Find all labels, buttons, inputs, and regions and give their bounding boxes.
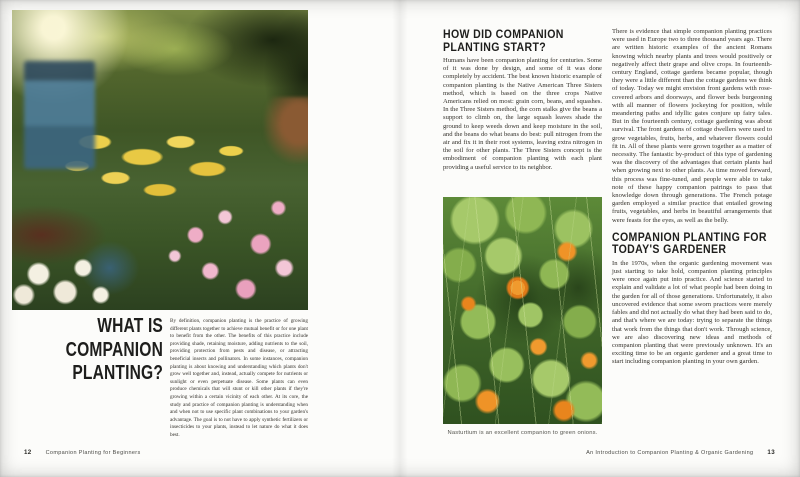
right-page-column-1 [443,28,602,172]
wooden-chair-in-photo [264,97,308,163]
running-footer-right: An Introduction to Companion Planting & Organic Gardening [586,450,754,456]
intro-paragraph: By definition, companion planting is the practice of growing different plants together to achieve mutual benefit or for one plant to benefit from the other. The benefits of this practice include providing shade, retaining moisture, adding nutrients to the soil, providing protection from pests and disease, or attracting beneficial insects and pollinators. In some instances, companion planting is about knowing and understanding which plants don't grow well together and, instead, actually compete for nutrients or sunlight or even perpetuate disease. Some plants can even produce chemicals that will stunt or kill other plants if they're growing within a certain vicinity of each other. At its core, the study and practice of companion planting is understanding when and when not to use specific plant combinations to your garden's advantage. The goal is to not have to apply synthetic fertilizers or insecticides to your plants, instead to let nature do what it does best. [170,318,308,438]
page-title [28,315,163,386]
page-number-right: 13 [767,449,775,456]
garden-photo [12,10,308,310]
section-heading-todays-gardener [612,229,767,257]
section-heading-line: HOW DID COMPANION [443,27,564,41]
section-heading-how-did-start [443,28,583,53]
page-title-line: PLANTING? [72,362,163,384]
footer-right [586,449,775,456]
right-page [400,0,800,477]
page-gutter [392,0,408,477]
section-heading-line: TODAY'S GARDENER [612,242,727,257]
right-page-column-2 [612,28,772,367]
green-onion-stalks-in-photo [443,197,602,424]
page-title-line: WHAT IS [97,315,163,337]
section-heading-line: COMPANION PLANTING FOR [612,229,767,244]
page-number-left: 12 [24,449,32,456]
photo-caption: Nasturtium is an excellent companion to green onions. [447,430,598,436]
blue-shed-in-photo [24,61,95,169]
running-footer-left: Companion Planting for Beginners [45,450,141,456]
nasturtium-photo [443,197,602,424]
section-heading-line: PLANTING START? [443,39,547,54]
paragraph-modern-era: In the 1970s, when the organic gardening movement was just starting to take hold, companion planting principles were once again put into practice. And science started to explain and validate a lot of what people had been doing in the garden for all of those generations. Unfortunately, it also uncovered evidence that some sworn practices were merely fables and did not actually do what they had been said to do, and that's where we are today: trying to separate the things that work from the things that don't work. Through science, we are also discovering new ideas and methods of companion planting that were previously unknown. It's an exciting time to be an organic gardener and a great time to start including companion planting in your own garden. [612,259,772,366]
paragraph-three-sisters: Humans have been companion planting for centuries. Some of it was done by design, and some of it was done completely by accident. The best known historic example of companion planting is the Native American Three Sisters method, which is based on the three crops Native Americans relied on most: grain corn, beans, and squashes. In the Three Sisters method, the corn stalks give the beans a support to climb on, the large squash leaves shade the ground to keep weeds down and keep moisture in the soil, and the beans do what beans do best: pull nitrogen from the air and fix it in their root systems, leaving extra nitrogen in the soil for other plants. The Three Sisters concept is the embodiment of companion planting with each plant providing a useful service to its neighbor. [443,57,602,171]
paragraph-history: There is evidence that simple companion planting practices were used in Europe two to three thousand years ago. There are written historic examples of the ancient Romans knowing which nearby plants and trees would positively or negatively affect their grape and olive crops. In fourteenth-century England, cottage gardens became popular, though they were a little different than the cottage gardens we think of today. Today we might envision front gardens with rose-covered arbors and doorways, and flower beds burgeoning with all manner of flowers jockeying for position, while meandering paths and idyllic gates conjure up fairy tales. But in the fourteenth century, cottage gardening was about survival. The front gardens of cottage dwellers were used to grow vegetables, fruits, herbs, and whatever flowers could fit in. All of these plants were grown together as a matter of necessity. The fantastic by-product of this type of gardening was the discovery of the advantages that certain plants had when growing next to other plants. As time moved forward, this process was fine-tuned, and people were able to take note of these happy companion pairings to pass that knowledge down through generations. The French potage garden employed a similar practice that entailed growing fruits, vegetables, and herbs in beautiful arrangements that were feasts for the eyes, as well as the belly. [612,28,772,224]
page-title-line: COMPANION [65,338,163,361]
footer-left [24,449,141,456]
